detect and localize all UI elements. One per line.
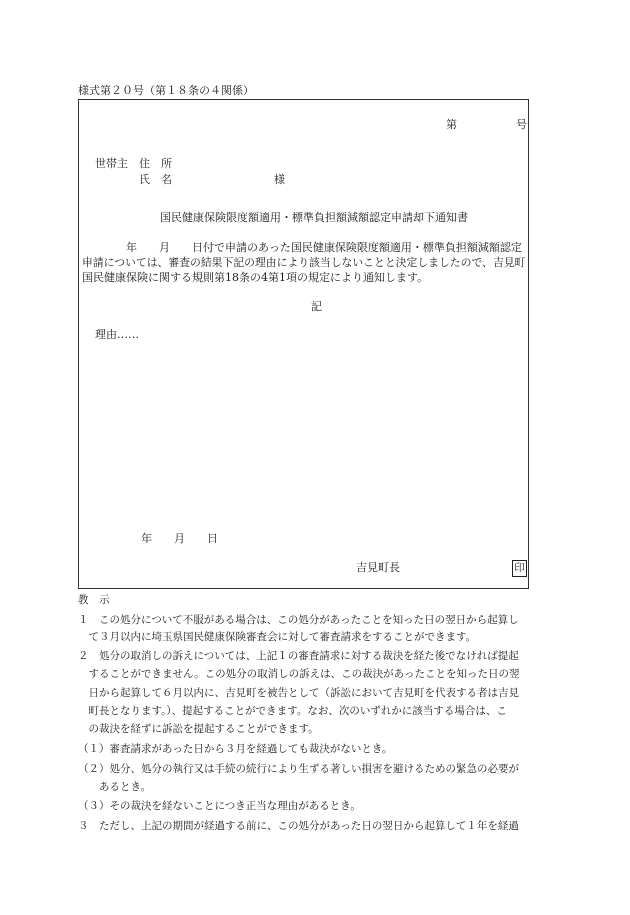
notice-heading: 教 示 (78, 594, 110, 606)
number-dai: 第 (446, 118, 457, 131)
seal-stamp: 印 (512, 560, 527, 577)
name-label: 氏 名 (139, 173, 172, 186)
document-title: 国民健康保険限度額適用・標準負担額減額認定申請却下通知書 (160, 211, 468, 224)
notice-line-5: 日から起算して６月以内に、吉見町を被告として（訴訟において吉見町を代表する者は吉見 (78, 687, 519, 699)
body-line-1: 年 月 日付で申請のあった国民健康保険限度額適用・標準負担額減額認定 (82, 241, 522, 254)
notice-line-12: ３ ただし、上記の期間が経過する前に、この処分があった日の翌日から起算して１年を経過 (78, 820, 519, 832)
notice-line-4: することができません。この処分の取消しの訴えは、この裁決があったことを知った日の翌 (78, 668, 520, 680)
body-line-2: 申請については、審査の結果下記の理由により該当しないことと決定しましたので、吉見町 (82, 256, 526, 269)
notice-line-9: （２）処分、処分の執行又は手続の続行により生ずる著しい損害を避けるための緊急の必要が (78, 763, 519, 775)
issuer-name: 吉見町長 (356, 561, 400, 574)
notice-line-11: （３）その裁決を経ないことにつき正当な理由があるとき。 (78, 800, 361, 812)
reason-label: 理由…… (95, 328, 139, 341)
address-label: 住 所 (139, 157, 172, 170)
notice-line-3: ２ 処分の取消しの訴えについては、上記１の審査請求に対する裁決を経た後でなければ提起 (78, 650, 519, 662)
honorific: 様 (274, 173, 285, 186)
notice-line-6: 町長となります。）、提起することができます。なお、次のいずれかに該当する場合は、こ (78, 705, 507, 717)
number-go: 号 (516, 118, 527, 131)
notice-line-1: １ この処分について不服がある場合は、この処分があったことを知った日の翌日から起算し (78, 614, 519, 626)
form-label: 様式第２０号（第１８条の４関係） (78, 84, 254, 97)
body-line-3: 国民健康保険に関する規則第18条の4第1項の規定により通知します。 (82, 271, 429, 284)
ki-heading: 記 (311, 300, 322, 313)
notice-line-2: て３月以内に埼玉県国民健康保険審査会に対して審査請求をすることができます。 (78, 631, 477, 643)
recipient-role: 世帯主 (95, 157, 128, 170)
notice-line-8: （１）審査請求があった日から３月を経過しても裁決がないとき。 (78, 743, 393, 755)
notice-line-7: の裁決を経ずに訴訟を提起することができます。 (78, 723, 319, 735)
notice-line-10: あるとき。 (78, 781, 152, 793)
date-line: 年 月 日 (141, 532, 218, 545)
